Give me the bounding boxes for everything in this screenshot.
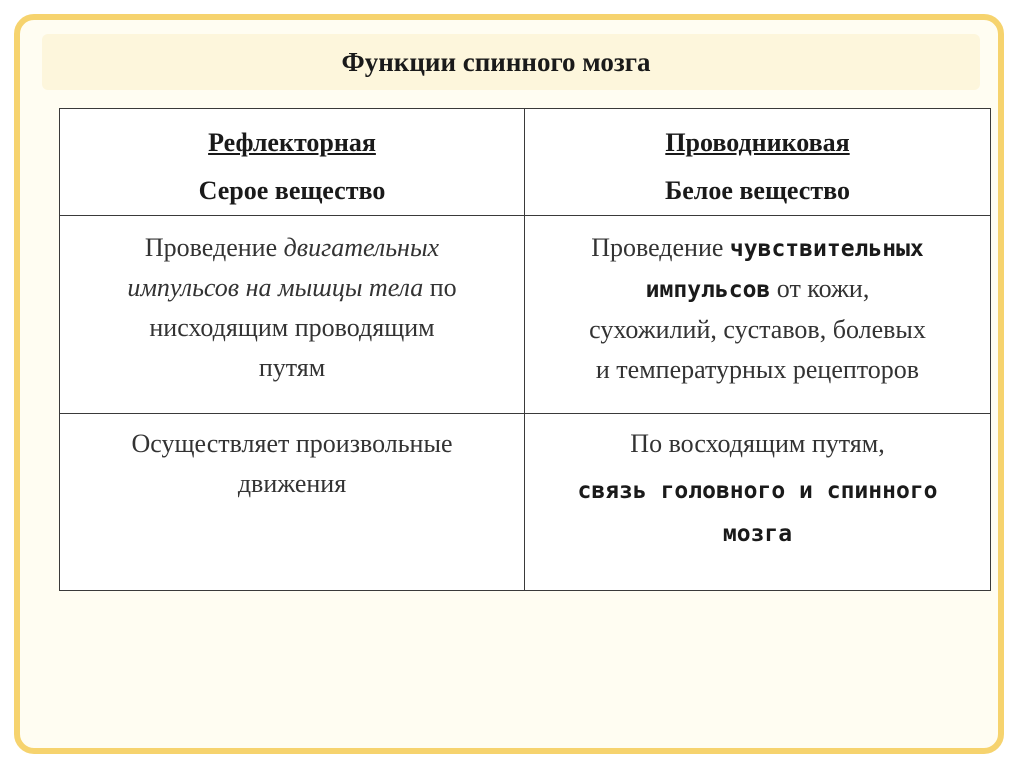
table-row <box>60 216 991 414</box>
table-cell <box>525 216 991 414</box>
slide-title: Функции спинного мозга <box>341 46 651 77</box>
cell-text: По восходящим путям, <box>630 429 885 458</box>
cell-text: сухожилий, суставов, болевых <box>589 315 926 344</box>
table-cell <box>525 414 991 591</box>
cell-italic-text: импульсов на мышцы тела <box>127 273 424 302</box>
cell-text: от кожи, <box>770 274 870 303</box>
cell-text: движения <box>237 469 347 498</box>
column-heading: Рефлекторная <box>208 128 376 157</box>
header-cell-reflex <box>60 109 525 216</box>
table-row <box>60 414 991 591</box>
cell-text: Проведение <box>591 233 730 262</box>
cell-text: Осуществляет произвольные <box>131 429 453 458</box>
header-cell-conduction <box>525 109 991 216</box>
column-heading: Проводниковая <box>665 128 850 157</box>
column-subheading: Серое вещество <box>198 176 386 205</box>
cell-bold-text: связь головного и спинного <box>577 478 938 504</box>
functions-table <box>59 108 991 591</box>
cell-bold-text: чувствительных <box>729 236 924 262</box>
cell-text: путям <box>258 353 326 382</box>
table-cell <box>60 216 525 414</box>
cell-text: Проведение <box>144 233 284 262</box>
cell-italic-text: двигательных <box>283 233 440 262</box>
cell-text: и температурных рецепторов <box>595 355 920 384</box>
table-header-row <box>60 109 991 216</box>
title-band <box>42 34 980 90</box>
column-subheading: Белое вещество <box>665 176 850 205</box>
cell-bold-text: импульсов <box>645 277 771 303</box>
table-cell <box>60 414 525 591</box>
cell-text: по <box>423 273 457 302</box>
cell-text: нисходящим проводящим <box>149 313 435 342</box>
cell-bold-text: мозга <box>722 521 793 547</box>
